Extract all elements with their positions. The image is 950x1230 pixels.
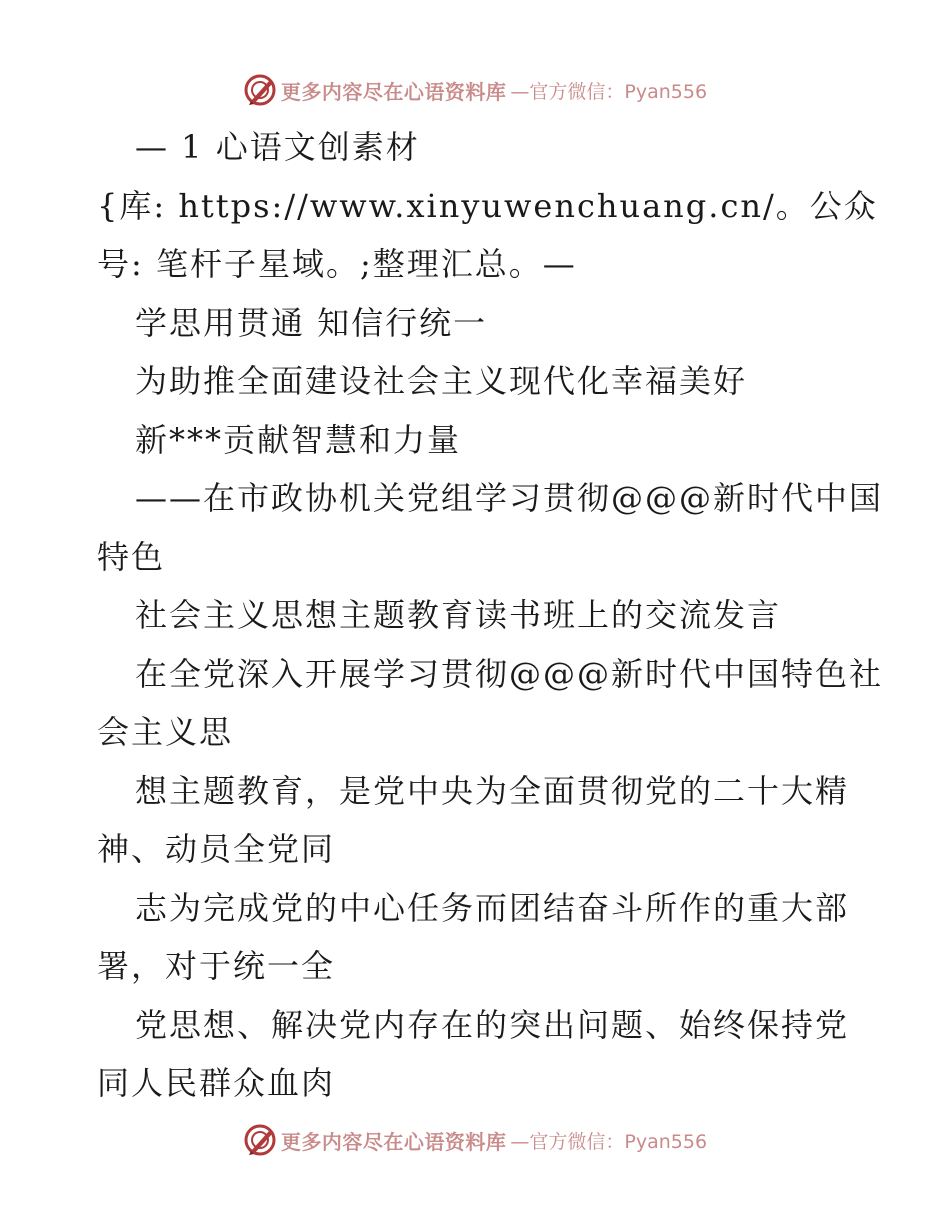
paragraph-line: 会主义思 — [97, 713, 234, 751]
paragraph-line: 署，对于统一全 — [97, 947, 336, 985]
paragraph-line: 党思想、解决党内存在的突出问题、始终保持党 — [135, 1005, 850, 1044]
paragraph-line: 志为完成党的中心任务而团结奋斗所作的重大部 — [135, 888, 850, 927]
watermark-contact-text: —官方微信：Pyan556 — [510, 80, 708, 103]
paragraph-line: 同人民群众血肉 — [97, 1064, 336, 1102]
text-line: {库: https://www.xinyuwenchuang.cn/。公众 — [97, 186, 878, 225]
watermark-main-text: 更多内容尽在心语资料库 — [280, 1129, 507, 1154]
speech-subtitle-line: 学思用贯通 知信行统一 — [135, 303, 488, 342]
speech-occasion-line: ——在市政协机关党组学习贯彻@@@新时代中国 — [135, 479, 884, 517]
pen-logo-icon — [243, 1123, 277, 1157]
text-line: — 1 心语文创素材 — [135, 128, 420, 166]
paragraph-line: 想主题教育，是党中央为全面贯彻党的二十大精 — [135, 771, 850, 810]
speech-title-line: 新***贡献智慧和力量 — [135, 420, 462, 459]
document-body — [97, 118, 884, 1113]
pen-logo-icon — [243, 73, 277, 107]
speech-occasion-line: 社会主义思想主题教育读书班上的交流发言 — [135, 596, 782, 634]
paragraph-line: 在全党深入开展学习贯彻@@@新时代中国特色社 — [135, 654, 884, 693]
footer-watermark-banner — [0, 1120, 950, 1160]
text-line: 号: 笔杆子星域。;整理汇总。— — [97, 245, 577, 283]
watermark-contact-text: —官方微信：Pyan556 — [510, 1130, 708, 1153]
watermark-main-text: 更多内容尽在心语资料库 — [280, 79, 507, 104]
speech-title-line: 为助推全面建设社会主义现代化幸福美好 — [135, 362, 748, 400]
text-line: 特色 — [97, 537, 166, 576]
header-watermark-banner — [0, 70, 950, 110]
paragraph-line: 神、动员全党同 — [97, 830, 336, 868]
